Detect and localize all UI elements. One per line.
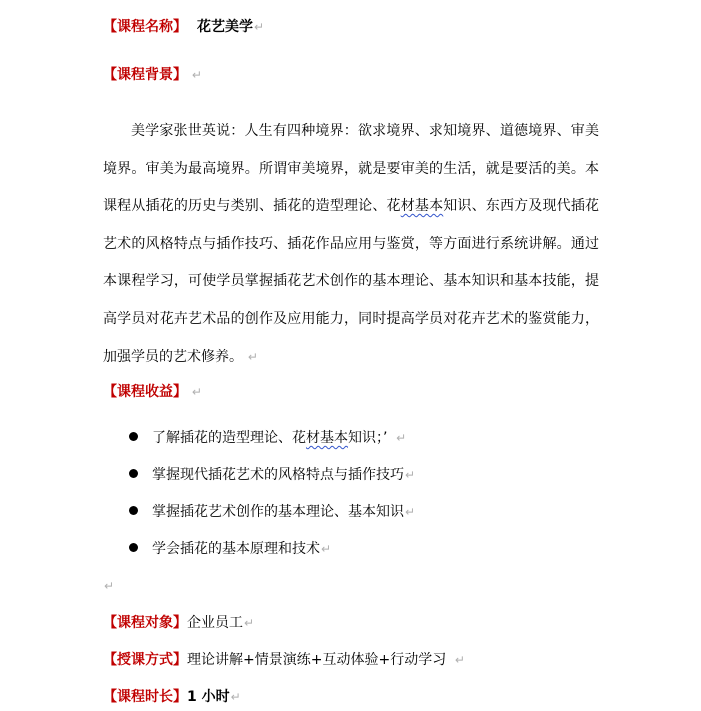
list-item-text-1b: 知识；’ — [348, 430, 388, 446]
audience-value: 企业员工 — [187, 615, 243, 631]
list-item-text-3: 掌握插花艺术创作的基本理论、基本知识 — [152, 504, 404, 520]
list-item-text-2: 掌握现代插花艺术的风格特点与插作技巧 — [152, 467, 404, 483]
paragraph-mark-icon: ↵ — [230, 690, 241, 704]
spellcheck-underlined-term: 材基本 — [400, 198, 444, 215]
bullet-icon — [129, 432, 138, 441]
list-item — [129, 465, 415, 485]
list-item — [129, 539, 331, 559]
empty-paragraph — [103, 576, 114, 596]
paragraph-mark-icon: ↵ — [104, 579, 115, 593]
background-text-2: 知识、东西方及现代插花艺术的风格特点与插作技巧、插花作品应用与鉴赏，等方面进行系统讲解。通过本课程学习，可使学员掌握插花艺术创作的基本理论、基本知识和基本技能，提高学员对花卉艺术品的创作及应用能力，同时提高学员对花卉艺术的鉴赏能力，加强学员的艺术修养。 — [103, 198, 600, 365]
list-item — [129, 502, 415, 522]
paragraph-mark-icon: ↵ — [244, 616, 255, 630]
background-text-1: 美学家张世英说：人生有四种境界：欲求境界、求知境界、道德境界、审美境界。审美为最高境界。所谓审美境界，就是要审美的生活，就是要活的美。本课程从插花的历史与类别、插花的造型理论、花 — [103, 123, 599, 215]
benefits-heading-row — [103, 382, 202, 402]
bullet-icon — [129, 543, 138, 552]
paragraph-mark-icon: ↵ — [188, 385, 202, 399]
spellcheck-underlined-term: 材基本 — [306, 430, 348, 446]
course-name-value: 花艺美学 — [197, 19, 253, 35]
duration-row — [103, 687, 241, 707]
duration-label: 【课程时长】 — [103, 689, 187, 705]
paragraph-mark-icon: ↵ — [254, 20, 265, 34]
course-name-label: 【课程名称】 — [103, 19, 187, 35]
duration-value: 1 小时 — [187, 689, 230, 705]
teaching-method-value: 理论讲解+情景演练+互动体验+行动学习 — [187, 652, 447, 668]
bullet-icon — [129, 469, 138, 478]
list-item-text-1a: 了解插花的造型理论、花 — [152, 430, 306, 446]
audience-label: 【课程对象】 — [103, 615, 187, 631]
list-item — [129, 428, 406, 448]
paragraph-mark-icon: ↵ — [188, 68, 202, 82]
paragraph-mark-icon: ↵ — [321, 542, 332, 556]
course-name-row — [103, 17, 264, 37]
background-heading: 【课程背景】 — [103, 67, 187, 83]
list-item-text-4: 学会插花的基本原理和技术 — [152, 541, 320, 557]
bullet-icon — [129, 506, 138, 515]
teaching-method-label: 【授课方式】 — [103, 652, 187, 668]
paragraph-mark-icon: ↵ — [244, 349, 258, 364]
background-heading-row — [103, 65, 202, 85]
background-paragraph — [103, 113, 599, 376]
paragraph-mark-icon: ↵ — [405, 505, 416, 519]
paragraph-mark-icon: ↵ — [405, 468, 416, 482]
teaching-method-row — [103, 650, 465, 670]
paragraph-mark-icon: ↵ — [388, 431, 407, 445]
benefits-heading: 【课程收益】 — [103, 384, 187, 400]
audience-row — [103, 613, 254, 633]
paragraph-mark-icon: ↵ — [447, 653, 465, 667]
